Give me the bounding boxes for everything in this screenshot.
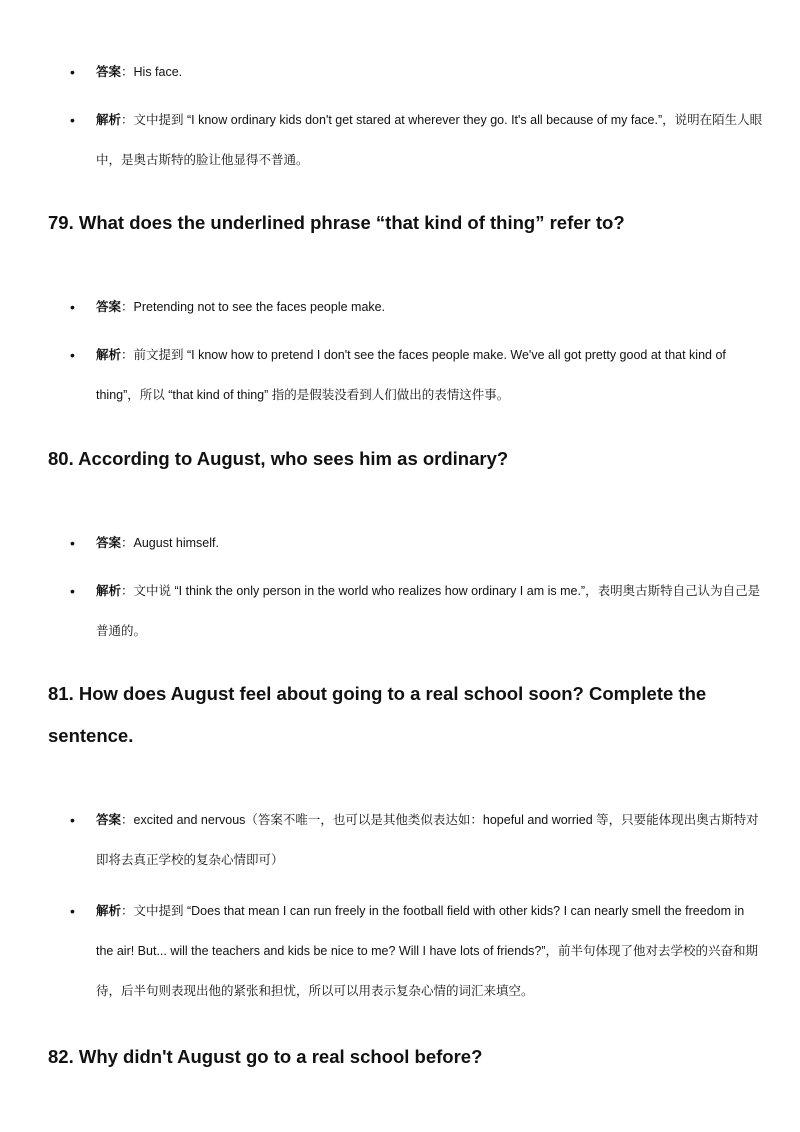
- analysis-text: ：文中说 “I think the only person in the world who realizes how ordinary I am is me.”，表明奥古斯特自己认为自己是普通的。: [96, 584, 761, 638]
- analysis-item: [48, 335, 763, 415]
- answer-text: ：August himself.: [121, 536, 219, 550]
- answer-text: ：excited and nervous（答案不唯一，也可以是其他类似表达如：hopeful and worried 等，只要能体现出奥古斯特对即将去真正学校的复杂心情即可）: [96, 813, 759, 867]
- analysis-text: ：前文提到 “I know how to pretend I don't see the faces people make. We've all got pretty good at that kind of thing”，所以 “that kind of thing” 指的是假装没看到人们做出的表情这件事。: [96, 348, 726, 402]
- analysis-item: [48, 891, 763, 1011]
- analysis-text: ：文中提到 “Does that mean I can run freely in the football field with other kids? I can nearly smell the freedom in the air! But... will the teachers and kids be nice to me? Will I have lots of friends?”，前半句体现了他对去学校的兴奋和期待，后半句则表现出他的紧张和担忧，所以可以用表示复杂心情的词汇来填空。: [96, 904, 759, 998]
- analysis-label: 解析: [96, 584, 122, 598]
- question-81: 81. How does August feel about going to a real school soon? Complete the sentence.: [48, 683, 707, 746]
- answer-label: 答案: [96, 813, 122, 827]
- answer-text: ：His face.: [121, 65, 183, 79]
- answer-label: 答案: [96, 65, 122, 79]
- analysis-label: 解析: [96, 904, 122, 918]
- answer-label: 答案: [96, 536, 122, 550]
- answer-item: [48, 800, 763, 880]
- analysis-item: [48, 571, 763, 651]
- question-79: 79. What does the underlined phrase “that kind of thing” refer to?: [48, 212, 625, 233]
- answer-text: ：Pretending not to see the faces people make.: [121, 300, 386, 314]
- question-82: 82. Why didn't August go to a real school before?: [48, 1046, 483, 1067]
- analysis-item: [48, 100, 763, 180]
- answer-item: [48, 52, 763, 92]
- answer-label: 答案: [96, 300, 122, 314]
- analysis-label: 解析: [96, 348, 122, 362]
- analysis-text: ：文中提到 “I know ordinary kids don't get stared at wherever they go. It's all because of my face.”，说明在陌生人眼中，是奥古斯特的脸让他显得不普通。: [96, 113, 763, 167]
- answer-item: [48, 287, 763, 327]
- question-80: 80. According to August, who sees him as ordinary?: [48, 448, 509, 469]
- analysis-label: 解析: [96, 113, 122, 127]
- answer-item: [48, 523, 763, 563]
